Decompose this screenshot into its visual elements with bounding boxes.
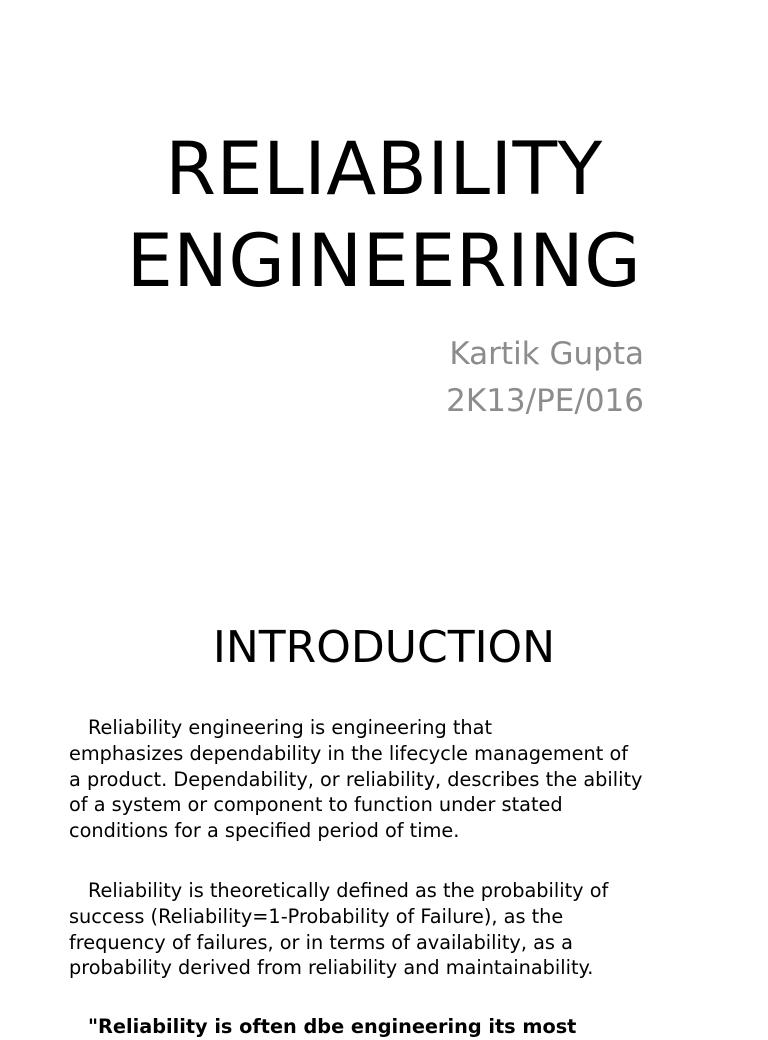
paragraph-1-line: Reliability engineering is engineering that xyxy=(88,716,493,739)
title-line-2: ENGINEERING xyxy=(126,219,642,304)
paragraph-1-line: a product. Dependability, or reliability, describes the ability xyxy=(69,767,643,791)
paragraph-2-line: success (Reliability=1-Probability of Failure), as the xyxy=(69,904,564,928)
intro-paragraph-2 xyxy=(69,878,719,981)
intro-paragraph-3-cropped xyxy=(69,1014,719,1040)
title-line-1: RELIABILITY xyxy=(165,127,603,212)
paragraph-3-line: "Reliability is often dbe engineering its most xyxy=(88,1015,577,1038)
author-name: Kartik Gupta xyxy=(449,336,644,372)
slide-title xyxy=(0,124,768,308)
introduction-slide xyxy=(0,576,768,1038)
paragraph-2-line: probability derived from reliability and maintainability. xyxy=(69,956,594,980)
section-heading: INTRODUCTION xyxy=(212,622,556,673)
roll-number: 2K13/PE/016 xyxy=(446,383,644,419)
intro-paragraph-1 xyxy=(69,715,719,844)
paragraph-1-line: of a system or component to function under stated xyxy=(69,793,563,817)
paragraph-1-line: conditions for a specified period of time. xyxy=(69,819,460,843)
paragraph-2-line: frequency of failures, or in terms of availability, as a xyxy=(69,930,573,954)
paragraph-1-line: emphasizes dependability in the lifecycle management of xyxy=(69,741,629,765)
paragraph-2-line: Reliability is theoretically defined as the probability of xyxy=(88,879,609,902)
slide-subtitle xyxy=(446,331,644,425)
